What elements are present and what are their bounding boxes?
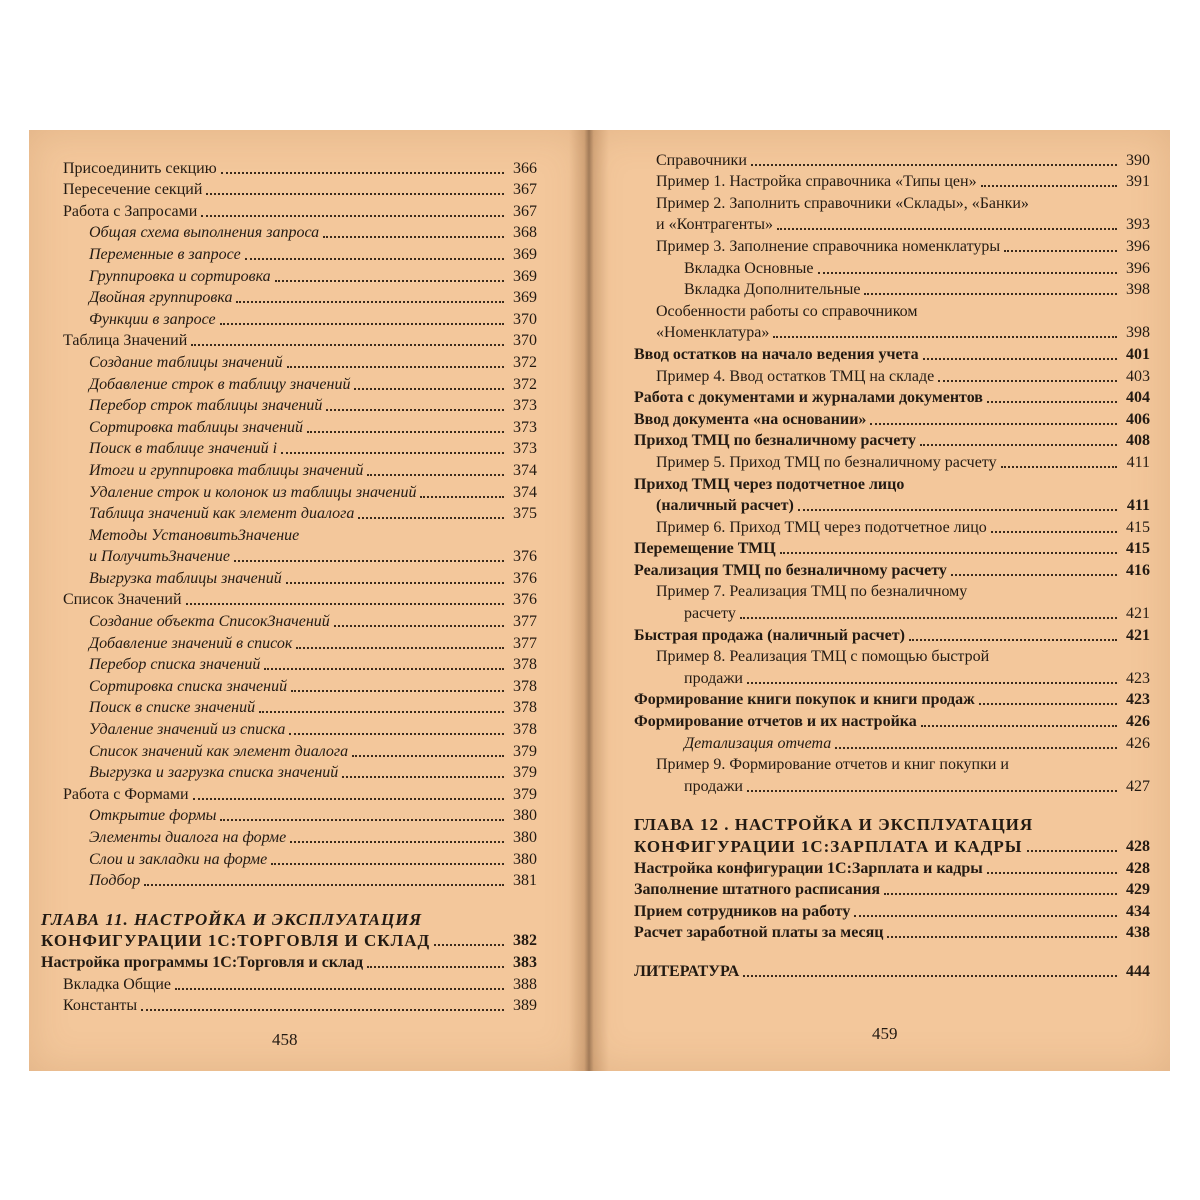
toc-entry-page: 376 [513, 591, 537, 609]
toc-entry-title: Присоединить секцию [63, 159, 217, 177]
toc-dot-leader [798, 509, 1117, 511]
toc-dot-leader [920, 444, 1117, 446]
toc-entry-title: «Номенклатура» [656, 324, 770, 342]
toc-entry-page: 369 [513, 267, 537, 285]
toc-entry-page: 411 [1126, 497, 1150, 515]
toc-entry [41, 566, 537, 588]
toc-entry [634, 148, 1150, 170]
toc-dot-leader [259, 711, 504, 713]
toc-entry-title: Создание объекта СписокЗначений [89, 613, 330, 631]
toc-entry-title: Прием сотрудников на работу [634, 902, 851, 920]
toc-dot-leader [854, 915, 1117, 917]
toc-dot-leader [206, 193, 504, 195]
toc-entry [41, 739, 537, 761]
toc-entry-title: и ПолучитьЗначение [89, 548, 230, 566]
toc-entry-title: Создание таблицы значений [89, 353, 283, 371]
toc-entry [634, 429, 1150, 451]
toc-dot-leader [296, 647, 504, 649]
toc-entry-title: Работа с Запросами [63, 202, 198, 220]
toc-entry-title: Удаление строк и колонок из таблицы значений [89, 483, 417, 501]
toc-entry-title: Перебор строк таблицы значений [89, 397, 323, 415]
toc-entry-page: 388 [513, 975, 537, 993]
toc-entry-page: 381 [513, 872, 537, 890]
toc-entry [41, 480, 537, 502]
toc-entry-title: Вкладка Основные [684, 259, 814, 277]
toc-entry-title: Двойная группировка [89, 289, 233, 307]
toc-entry [634, 558, 1150, 580]
toc-entry [41, 972, 537, 994]
toc-entry-page: 378 [513, 699, 537, 717]
toc-entry-page: 366 [513, 159, 537, 177]
toc-entry-page: 415 [1126, 518, 1150, 536]
toc-entry-page: 378 [513, 677, 537, 695]
toc-entry-title: Настройка программы 1С:Торговля и склад [41, 953, 364, 971]
toc-entry-title: Приход ТМЦ по безналичному расчету [634, 432, 916, 450]
toc-entry-page: 391 [1126, 173, 1150, 191]
toc-entry-page: 408 [1126, 432, 1150, 450]
toc-entry-page: 426 [1126, 734, 1150, 752]
toc-entry [41, 696, 537, 718]
toc-entry-title: Пример 3. Заполнение справочника номенклатуры [656, 237, 1001, 255]
toc-dot-leader [835, 747, 1117, 749]
toc-entry [41, 178, 537, 200]
toc-entry-title: Работа с документами и журналами документов [634, 389, 983, 407]
toc-entry-title: Поиск в таблице значений і [89, 440, 278, 458]
toc-dot-leader [420, 496, 504, 498]
table-of-contents-left [41, 156, 537, 1015]
toc-entry-title: Быстрая продажа (наличный расчет) [634, 626, 905, 644]
toc-entry [634, 921, 1150, 943]
toc-entry-page: 377 [513, 634, 537, 652]
toc-entry-page: 369 [513, 289, 537, 307]
toc-dot-leader [326, 409, 504, 411]
toc-entry-title: Сортировка списка значений [89, 677, 288, 695]
toc-entry [41, 825, 537, 847]
toc-entry-page: 416 [1126, 561, 1150, 579]
toc-entry [634, 170, 1150, 192]
toc-entry-title: Сортировка таблицы значений [89, 418, 304, 436]
toc-entry-title: Список Значений [63, 591, 182, 609]
toc-entry-title: Таблица значений как элемент диалога [89, 505, 355, 523]
toc-dot-leader [921, 725, 1117, 727]
toc-entry-page: 373 [513, 397, 537, 415]
toc-entry-page: 374 [513, 461, 537, 479]
toc-entry-page: 380 [513, 829, 537, 846]
toc-dot-leader [290, 841, 504, 843]
toc-entry-page: 406 [1126, 410, 1150, 428]
toc-entry-page: 429 [1126, 881, 1150, 899]
toc-entry-title: Перебор списка значений [89, 656, 261, 674]
toc-entry [634, 601, 1150, 623]
toc-entry-title: Добавление строк в таблицу значений [89, 375, 351, 393]
toc-entry-title: Методы УстановитьЗначение [89, 526, 300, 544]
toc-entry-page: 396 [1126, 237, 1150, 255]
toc-entry-page: 396 [1126, 259, 1150, 277]
toc-entry [41, 156, 537, 178]
toc-entry-title: продажи [684, 669, 743, 687]
toc-entry-title: и «Контрагенты» [656, 216, 774, 234]
toc-entry [634, 191, 1150, 213]
toc-dot-leader [275, 280, 504, 282]
toc-entry-page: 403 [1126, 367, 1150, 385]
toc-entry [634, 959, 1150, 981]
toc-dot-leader [307, 431, 504, 433]
toc-dot-leader [884, 893, 1117, 895]
toc-dot-leader [773, 336, 1117, 338]
book-gutter [569, 130, 609, 1071]
toc-entry [634, 709, 1150, 731]
toc-entry-page: 401 [1126, 345, 1150, 363]
toc-entry-page: 434 [1126, 902, 1150, 920]
toc-dot-leader [175, 988, 504, 990]
toc-entry-title: Добавление значений в список [89, 634, 293, 652]
toc-entry-page: 421 [1126, 626, 1150, 644]
toc-entry-page: 379 [513, 785, 537, 803]
toc-entry [41, 653, 537, 675]
toc-dot-leader [221, 172, 504, 174]
toc-dot-leader [193, 798, 504, 800]
toc-entry-title: Особенности работы со справочником [656, 302, 918, 320]
toc-dot-leader [780, 552, 1117, 554]
toc-dot-leader [987, 401, 1117, 403]
toc-entry-title: ГЛАВА 12 . НАСТРОЙКА И ЭКСПЛУАТАЦИЯ [634, 815, 1034, 835]
toc-entry-title: ГЛАВА 11. НАСТРОЙКА И ЭКСПЛУАТАЦИЯ [41, 909, 423, 929]
toc-entry-page: 374 [513, 483, 537, 501]
toc-entry [634, 856, 1150, 878]
toc-dot-leader [271, 863, 504, 865]
toc-entry-title: Формирование отчетов и их настройка [634, 713, 917, 731]
left-page [29, 130, 584, 1071]
toc-entry-page: 367 [513, 202, 537, 220]
toc-entry [41, 588, 537, 610]
toc-entry-title: Реализация ТМЦ по безналичному расчету [634, 561, 947, 579]
toc-entry-page: 370 [513, 310, 537, 328]
toc-entry-title: Переменные в запросе [89, 245, 241, 263]
toc-dot-leader [434, 944, 504, 946]
toc-entry [634, 364, 1150, 386]
page-number-left: 458 [272, 1030, 298, 1049]
toc-entry [41, 847, 537, 869]
toc-entry-page: 444 [1126, 962, 1150, 980]
toc-entry-page: 382 [513, 932, 537, 950]
toc-dot-leader [367, 966, 504, 968]
toc-entry [634, 623, 1150, 645]
right-page [584, 130, 1170, 1071]
toc-entry-page: 415 [1126, 540, 1150, 558]
toc-entry-title: Пересечение секций [63, 181, 203, 199]
table-of-contents-right [634, 148, 1150, 981]
toc-entry-title: Пример 6. Приход ТМЦ через подотчетное лицо [656, 518, 987, 536]
toc-entry [41, 804, 537, 826]
toc-entry-title: Справочники [656, 151, 747, 169]
toc-entry-title: КОНФИГУРАЦИИ 1С:ЗАРПЛАТА И КАДРЫ [634, 837, 1023, 856]
toc-entry-title: Детализация отчета [684, 734, 832, 752]
toc-entry [634, 878, 1150, 900]
toc-entry-title: Поиск в списке значений [89, 699, 256, 717]
toc-dot-leader [923, 358, 1117, 360]
toc-entry [634, 256, 1150, 278]
toc-entry-title: продажи [684, 777, 743, 795]
toc-entry [41, 458, 537, 480]
toc-entry-title: Пример 7. Реализация ТМЦ по безналичному [656, 583, 968, 601]
toc-entry-page: 375 [513, 505, 537, 523]
toc-entry-title: КОНФИГУРАЦИИ 1С:ТОРГОВЛЯ И СКЛАД [41, 931, 431, 951]
toc-entry-title: Список значений как элемент диалога [89, 742, 349, 760]
book-spread [29, 130, 1170, 1071]
toc-entry-title: Работа с Формами [63, 785, 189, 803]
toc-entry-page: 369 [513, 245, 537, 263]
toc-entry-title: Перемещение ТМЦ [634, 540, 776, 558]
toc-entry [41, 264, 537, 286]
toc-entry-page: 389 [513, 997, 537, 1015]
toc-entry-page: 426 [1126, 713, 1150, 731]
toc-entry [634, 753, 1150, 775]
toc-dot-leader [220, 819, 504, 821]
toc-entry-page: 380 [513, 807, 537, 825]
toc-entry [41, 907, 537, 929]
toc-entry-title: Открытие формы [89, 807, 217, 825]
toc-entry-title: Удаление значений из списка [89, 721, 286, 739]
toc-entry-page: 373 [513, 440, 537, 458]
toc-entry-title: Пример 5. Приход ТМЦ по безналичному расчету [656, 453, 997, 471]
toc-dot-leader [141, 1009, 504, 1011]
toc-dot-leader [281, 452, 504, 454]
toc-dot-leader [367, 474, 504, 476]
toc-entry-title: Расчет заработной платы за месяц [634, 924, 884, 942]
toc-dot-leader [286, 582, 504, 584]
toc-entry-page: 379 [513, 742, 537, 760]
toc-entry-title: Таблица Значений [63, 332, 188, 350]
toc-entry-page: 427 [1126, 777, 1150, 795]
toc-entry-page: 378 [513, 721, 537, 739]
toc-entry-title: ЛИТЕРАТУРА [634, 962, 740, 980]
toc-entry [41, 372, 537, 394]
toc-entry [634, 450, 1150, 472]
toc-entry-page: 390 [1126, 151, 1150, 169]
toc-dot-leader [245, 258, 504, 260]
toc-dot-leader [938, 380, 1117, 382]
toc-dot-leader [291, 690, 504, 692]
toc-entry-title: Приход ТМЦ через подотчетное лицо [634, 475, 905, 493]
toc-entry [41, 782, 537, 804]
toc-entry [634, 407, 1150, 429]
toc-entry-page: 428 [1126, 859, 1150, 877]
toc-dot-leader [1004, 250, 1117, 252]
toc-entry-title: Пример 2. Заполнить справочники «Склады», «Банки» [656, 194, 1029, 212]
toc-entry-title: Общая схема выполнения запроса [89, 224, 320, 242]
toc-entry [41, 761, 537, 783]
toc-entry [41, 545, 537, 567]
toc-entry [634, 472, 1150, 494]
toc-entry-page: 411 [1126, 453, 1150, 471]
toc-entry [41, 199, 537, 221]
toc-entry [41, 674, 537, 696]
toc-entry-title: Константы [63, 997, 138, 1015]
toc-entry-title: Пример 4. Ввод остатков ТМЦ на складе [656, 367, 935, 385]
toc-entry-page: 378 [513, 656, 537, 674]
toc-entry [41, 523, 537, 545]
toc-entry-page: 380 [513, 850, 537, 868]
toc-entry-page: 372 [513, 353, 537, 371]
toc-entry-title: Элементы диалога на форме [89, 829, 287, 846]
toc-dot-leader [191, 344, 504, 346]
toc-entry-title: Формирование книги покупок и книги продаж [634, 691, 975, 709]
toc-entry [634, 234, 1150, 256]
toc-entry [634, 774, 1150, 796]
toc-dot-leader [747, 682, 1117, 684]
toc-entry-title: Подбор [89, 872, 141, 890]
toc-entry-page: 404 [1126, 389, 1150, 407]
toc-entry-title: Группировка и сортировка [89, 267, 271, 285]
toc-entry [634, 813, 1150, 835]
toc-dot-leader [358, 517, 504, 519]
toc-entry-title: Слои и закладки на форме [89, 850, 268, 868]
toc-entry-title: (наличный расчет) [656, 497, 794, 515]
toc-dot-leader [740, 617, 1117, 619]
toc-entry [634, 494, 1150, 516]
toc-entry-title: Ввод остатков на начало ведения учета [634, 345, 919, 363]
toc-entry-page: 421 [1126, 605, 1150, 623]
toc-entry [41, 286, 537, 308]
toc-entry [41, 929, 537, 951]
toc-entry-title: Пример 1. Настройка справочника «Типы цен» [656, 173, 977, 191]
toc-entry [41, 437, 537, 459]
toc-dot-leader [777, 228, 1117, 230]
toc-entry [634, 386, 1150, 408]
toc-entry-title: Итоги и группировка таблицы значений [89, 461, 364, 479]
toc-dot-leader [887, 936, 1117, 938]
toc-entry-title: Выгрузка и загрузка списка значений [89, 764, 339, 782]
toc-entry [634, 899, 1150, 921]
toc-dot-leader [342, 776, 504, 778]
toc-entry [41, 631, 537, 653]
toc-entry-page: 423 [1126, 669, 1150, 687]
toc-dot-leader [323, 236, 504, 238]
toc-dot-leader [144, 884, 504, 886]
toc-dot-leader [870, 423, 1117, 425]
toc-entry [41, 502, 537, 524]
toc-dot-leader [264, 668, 504, 670]
toc-entry-title: Выгрузка таблицы значений [89, 569, 282, 587]
toc-dot-leader [186, 603, 504, 605]
toc-entry [41, 950, 537, 972]
toc-entry-page: 398 [1126, 324, 1150, 342]
toc-entry-title: Заполнение штатного расписания [634, 881, 880, 899]
toc-entry-page: 393 [1126, 216, 1150, 234]
toc-entry [634, 834, 1150, 856]
toc-dot-leader [818, 272, 1118, 274]
toc-entry [634, 731, 1150, 753]
toc-entry-page: 372 [513, 375, 537, 393]
toc-entry-title: Функции в запросе [89, 310, 216, 328]
toc-entry-title: Ввод документа «на основании» [634, 410, 867, 428]
toc-entry [634, 278, 1150, 300]
toc-entry-title: Вкладка Общие [63, 975, 171, 993]
toc-entry-title: Пример 8. Реализация ТМЦ с помощью быстрой [656, 648, 990, 666]
toc-dot-leader [751, 164, 1117, 166]
toc-entry [634, 213, 1150, 235]
toc-entry [634, 299, 1150, 321]
toc-entry [634, 342, 1150, 364]
toc-entry-page: 376 [513, 569, 537, 587]
toc-dot-leader [981, 185, 1117, 187]
toc-entry [41, 717, 537, 739]
toc-dot-leader [743, 975, 1117, 977]
toc-entry-page: 373 [513, 418, 537, 436]
toc-entry [634, 580, 1150, 602]
toc-entry-page: 398 [1126, 281, 1150, 299]
toc-dot-leader [234, 560, 504, 562]
toc-entry-page: 376 [513, 548, 537, 566]
toc-dot-leader [1027, 850, 1118, 852]
toc-dot-leader [864, 293, 1117, 295]
toc-dot-leader [354, 388, 504, 390]
toc-dot-leader [991, 531, 1117, 533]
toc-dot-leader [747, 790, 1117, 792]
toc-entry-page: 383 [513, 953, 537, 971]
toc-entry-page: 428 [1126, 838, 1150, 855]
toc-entry [634, 515, 1150, 537]
toc-entry [41, 609, 537, 631]
toc-entry-page: 379 [513, 764, 537, 782]
toc-dot-leader [201, 215, 504, 217]
toc-dot-leader [979, 703, 1117, 705]
toc-entry [634, 537, 1150, 559]
toc-entry-page: 423 [1126, 691, 1150, 709]
toc-entry [634, 666, 1150, 688]
toc-entry [634, 645, 1150, 667]
toc-dot-leader [352, 755, 504, 757]
toc-entry-title: Пример 9. Формирование отчетов и книг покупки и [656, 756, 1009, 774]
page-number-right: 459 [872, 1024, 898, 1043]
toc-dot-leader [220, 323, 504, 325]
toc-dot-leader [951, 574, 1117, 576]
toc-dot-leader [909, 639, 1117, 641]
toc-dot-leader [236, 301, 504, 303]
toc-entry-title: Вкладка Дополнительные [684, 281, 861, 299]
toc-entry [41, 394, 537, 416]
toc-entry [41, 350, 537, 372]
toc-entry [41, 307, 537, 329]
toc-dot-leader [334, 625, 504, 627]
toc-entry-title: Настройка конфигурации 1С:Зарплата и кадры [634, 859, 983, 877]
toc-dot-leader [1001, 466, 1117, 468]
toc-entry [41, 221, 537, 243]
toc-entry [634, 321, 1150, 343]
toc-entry [41, 242, 537, 264]
toc-entry-page: 438 [1126, 924, 1150, 942]
toc-entry-page: 368 [513, 224, 537, 242]
toc-entry [41, 415, 537, 437]
toc-entry-page: 377 [513, 613, 537, 631]
toc-dot-leader [289, 733, 504, 735]
toc-entry-title: расчету [684, 605, 736, 623]
toc-entry [634, 688, 1150, 710]
toc-entry [41, 869, 537, 891]
toc-dot-leader [287, 366, 504, 368]
toc-dot-leader [987, 872, 1117, 874]
toc-entry [41, 329, 537, 351]
toc-entry-page: 370 [513, 332, 537, 350]
toc-entry [41, 994, 537, 1016]
toc-entry-page: 367 [513, 181, 537, 199]
